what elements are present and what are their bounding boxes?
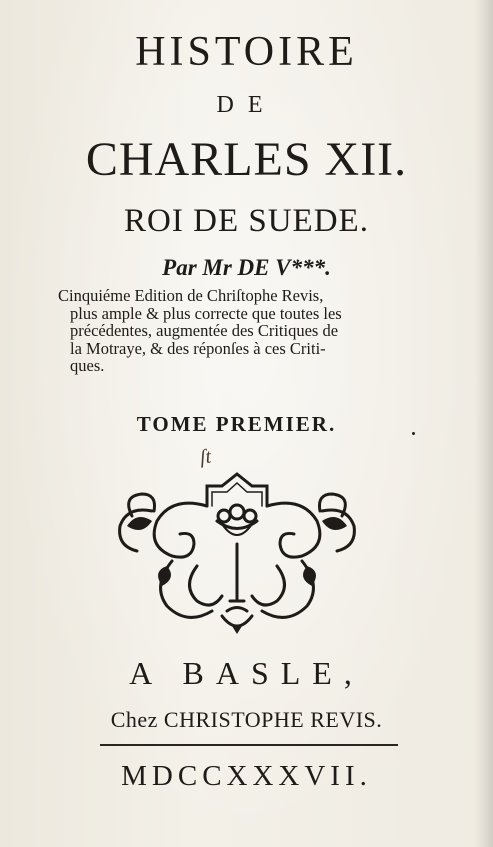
horizontal-rule [100,744,398,746]
volume-label: TOME PREMIER. [136,412,337,436]
edition-line: Cinquiéme Edition de Chriſtophe Revis, [58,286,324,305]
title-histoire: HISTOIRE [135,29,358,75]
printers-ornament-icon [112,466,362,636]
title-charles-xii: CHARLES XII. [85,133,408,186]
edition-description [58,287,428,375]
title-de: DE [216,92,277,118]
publication-year: MDCCXXXVII. [121,760,372,792]
publisher-line: Chez CHRISTOPHE REVIS. [110,707,383,732]
edition-line: la Motraye, & des réponſes à ces Criti- [70,338,326,358]
edition-line: précédentes, augmentée des Critiques de [70,321,339,340]
place-of-publication: A BASLE, [129,655,364,691]
edition-line: plus ample & plus correcte que toutes les [70,303,342,323]
handwritten-mark: ſt [198,445,213,469]
title-roi-de-suede: ROI DE SUEDE. [124,203,369,239]
ink-dot [412,432,415,435]
edition-line: ques. [70,356,105,375]
author-line: Par Mr DE V***. [162,255,331,280]
